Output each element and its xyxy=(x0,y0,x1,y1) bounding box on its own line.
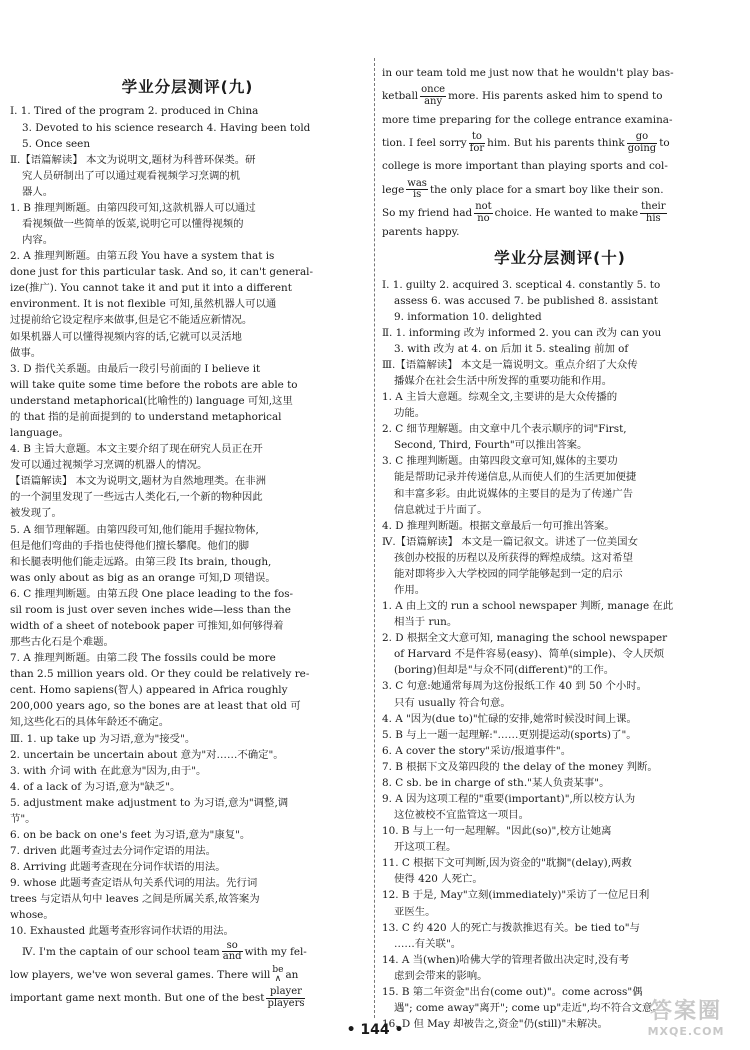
correction-fraction: $\frac{\text{not}}{no}$ xyxy=(475,201,492,224)
answer-line: 但是他们弯曲的手指也使得他们擅长攀爬。他们的脚 xyxy=(10,539,249,552)
answer-line: 的 that 指的是前面提到的 to understand metaphorical xyxy=(10,410,282,423)
answer-line: 使得 420 人死亡。 xyxy=(394,873,483,886)
answer-line: 发可以通过视频学习烹调的机器人的情况。 xyxy=(10,459,208,472)
answer-line: 8. C sb. be in charge of sth."某人负责某事"。 xyxy=(382,776,610,789)
answer-line: 3. C 句意:她通常每周为这份报纸工作 40 到 50 个小时。 xyxy=(382,680,648,693)
answer-line: 3. C 推理判断题。由第四段文章可知,媒体的主要功 xyxy=(382,455,618,468)
answer-line: environment. It is not flexible 可知,虽然机器人可以通 xyxy=(10,298,277,311)
text: more time preparing for the college entrance examina- xyxy=(382,113,673,126)
answer-line: 被发现了。 xyxy=(10,507,62,520)
section-title-10: 学业分层测评(十) xyxy=(494,249,626,268)
answer-line: 节"。 xyxy=(10,812,36,825)
answer-line: 虑到会带来的影响。 xyxy=(394,969,488,982)
text: tion. I feel sorry xyxy=(382,137,467,150)
answer-line: 7. driven 此题考查过去分词作定语的用法。 xyxy=(10,845,217,858)
answer-line: 1. A 主旨大意题。综观全文,主要讲的是大众传播的 xyxy=(382,391,618,404)
answer-line: 5. adjustment make adjustment to 为习语,意为"调整,调 xyxy=(10,796,289,809)
answer-line: 12. B 于是, May"立刻(immediately)"采访了一位尼日利 xyxy=(382,889,650,902)
answer-line: 3. with 介词 with 在此意为"因为,由于"。 xyxy=(10,764,207,777)
answer-line: 知,这些化石的具体年龄还不确定。 xyxy=(10,716,170,729)
correction-fraction: $\frac{\text{was}}{is}$ xyxy=(407,177,427,201)
answer-line: Second, Third, Fourth"可以推出答案。 xyxy=(394,439,588,452)
answer-line: ……有关联"。 xyxy=(394,937,462,950)
answer-line: 究人员研制出了可以通过观看视频学习烹调的机 xyxy=(22,169,241,182)
answer-line: 3. with 改为 at 4. on 后加 it 5. stealing 前加 of xyxy=(394,342,629,355)
answer-line: 6. on be back on one's feet 为习语,意为"康复"。 xyxy=(10,828,251,841)
text: So my friend had xyxy=(382,207,473,220)
correction-fraction: $\frac{\text{their}}{\text{his}}$ xyxy=(641,201,666,224)
answer-line: 功能。 xyxy=(394,407,426,420)
answer-line: 4. A "因为(due to)"忙碌的安排,她常时候没时间上课。 xyxy=(382,712,637,725)
text: ketball xyxy=(382,90,419,103)
answer-line: 亚医生。 xyxy=(394,905,436,918)
answer-line: 8. Arriving 此题考查现在分词作状语的用法。 xyxy=(10,861,226,874)
text: parents happy. xyxy=(382,225,460,238)
answer-line: Ⅳ.【语篇解读】 本文是一篇记叙文。讲述了一位美国女 xyxy=(382,535,638,548)
correction-fraction: $\frac{so}{\text{and}}$ xyxy=(222,939,242,963)
insert-mark: be ∧ xyxy=(272,964,284,984)
answer-line: 4. D 推理判断题。根据文章最后一句可推出答案。 xyxy=(382,519,615,532)
watermark-logo: 答案圈 MXQE.COM xyxy=(647,999,725,1038)
answer-line: (boring)但却是"与众不同(different)"的工作。 xyxy=(394,664,615,677)
section-title-9: 学业分层测评(九) xyxy=(121,78,254,96)
answer-line: 如果机器人可以懂得视频内容的话,它就可以灵活地 xyxy=(10,330,242,343)
text: to xyxy=(659,137,670,150)
answer-line: was only about as big as an orange 可知,D 项错误。 xyxy=(10,571,276,584)
answer-line: 9. whose 此题考查定语从句关系代词的用法。先行词 xyxy=(10,877,258,890)
answer-line: 作用。 xyxy=(394,583,426,596)
column-divider xyxy=(374,58,375,1018)
answer-line: ize(推广). You cannot take it and put it into a different xyxy=(10,282,292,295)
answer-line: 9. information 10. delighted xyxy=(394,310,542,323)
answer-line: 开这项工程。 xyxy=(394,841,457,854)
answer-line: 的一个洞里发现了一些远古人类化石,一个新的物种因此 xyxy=(10,491,263,504)
text: college is more important than playing sports and col- xyxy=(382,160,668,173)
text: choice. He wanted to make xyxy=(494,207,639,220)
answer-line: 和长腿表明他们能走远路。由第三段 Its brain, though, xyxy=(10,555,272,568)
correction-fraction: $\frac{to}{\text{for}}$ xyxy=(469,131,485,154)
answer-line: 能对即将步入大学校园的同学能够起到一定的启示 xyxy=(394,567,623,580)
answer-line: 1. B 推理判断题。由第四段可知,这款机器人可以通过 xyxy=(10,201,256,214)
text: lege xyxy=(382,183,405,196)
answer-line: 5. Once seen xyxy=(22,137,91,150)
answer-line: whose。 xyxy=(10,909,54,922)
correction-fraction: $\frac{\text{player}}{\text{players}}$ xyxy=(267,986,305,1009)
answer-line: 孩创办校报的历程以及所获得的辉煌成绩。这对希望 xyxy=(394,551,633,564)
answer-line: 只有 usually 符合句意。 xyxy=(394,696,511,709)
text: low players, we've won several games. There will xyxy=(10,968,271,981)
answer-line: Ⅰ. 1. guilty 2. acquired 3. sceptical 4. constantly 5. to xyxy=(382,278,661,291)
answer-line: 16. D 但 May 却被告之,资金"仍(still)"未解决。 xyxy=(382,1018,608,1031)
answer-line: 2. C 细节理解题。由文章中几个表示顺序的词"First, xyxy=(382,423,627,436)
right-answers xyxy=(382,278,738,1033)
answer-line: of Harvard 不是件容易(easy)、简单(simple)、令人厌烦 xyxy=(394,648,665,661)
answer-line: Ⅱ. 1. informing 改为 informed 2. you can 改为 can you xyxy=(382,326,662,339)
answer-line: 1. A 由上文的 run a school newspaper 判断, manage 在此 xyxy=(382,600,674,613)
answer-line: 10. B 与上一句一起理解。"因此(so)",校方让她离 xyxy=(382,825,612,838)
answer-line: Ⅲ. 1. up take up 为习语,意为"接受"。 xyxy=(10,732,196,745)
answer-line: 信息就过于片面了。 xyxy=(394,503,488,516)
answer-line: than 2.5 million years old. Or they could be relatively re- xyxy=(10,668,310,681)
answer-line: 3. D 指代关系题。由最后一段引号前面的 I believe it xyxy=(10,362,261,375)
answer-line: width of a sheet of notebook paper 可推知,如何够得着 xyxy=(10,619,284,632)
answer-line: 11. C 根据下文可判断,因为资金的"耽搁"(delay),两救 xyxy=(382,857,632,870)
answer-line: 2. uncertain be uncertain about 意为"对……不确定"。 xyxy=(10,748,284,761)
text: more. His parents asked him to spend to xyxy=(448,90,663,103)
text: with my fel- xyxy=(244,945,307,958)
correction-fraction: $\frac{go}{\text{going}}$ xyxy=(627,131,657,154)
answer-line: done just for this particular task. And so, it can't general- xyxy=(10,266,314,279)
answer-line: 4. of a lack of 为习语,意为"缺乏"。 xyxy=(10,780,181,793)
answer-line: 这位被校不宜监管这一项目。 xyxy=(394,809,530,822)
answer-line: will take quite some time before the robots are able to xyxy=(10,378,298,391)
text: him. But his parents think xyxy=(487,137,625,150)
answer-line: 5. A 细节理解题。由第四段可知,他们能用手握拉物体, xyxy=(10,523,259,536)
answer-line: 【语篇解读】 本文为说明文,题材为自然地理类。在非洲 xyxy=(10,475,266,488)
answer-line: understand metaphorical(比喻性的) language 可知,这里 xyxy=(10,394,293,407)
answer-line: Ⅱ.【语篇解读】 本文为说明文,题材为科普环保类。研 xyxy=(10,153,256,166)
answer-line: 相当于 run。 xyxy=(394,616,458,629)
passage-continued xyxy=(382,62,738,239)
answer-line: 9. A 因为这项工程的"重要(important)",所以校方认为 xyxy=(382,793,636,805)
left-answers xyxy=(10,104,365,939)
answer-line: 10. Exhausted 此题考查形容词作状语的用法。 xyxy=(10,925,234,938)
answer-line: 7. A 推理判断题。由第二段 The fossils could be more xyxy=(10,652,276,665)
answer-line: 能是帮助记录并传递信息,从而使人们的生活更加便捷 xyxy=(394,471,637,484)
answer-line: trees 与定语从句中 leaves 之间是所属关系,故答案为 xyxy=(10,893,260,906)
answer-line: 2. A 推理判断题。由第五段 You have a system that is xyxy=(10,250,275,263)
answer-line: 器人。 xyxy=(22,185,54,198)
answer-line: 播媒介在社会生活中所发挥的重要功能和作用。 xyxy=(394,374,613,387)
page-number: • 144 • xyxy=(346,1022,404,1038)
answer-line: sil room is just over seven inches wide—less than the xyxy=(10,603,291,616)
text: in our team told me just now that he wouldn't play bas- xyxy=(382,67,674,79)
answer-line: 4. B 主旨大意题。本文主要介绍了现在研究人员正在开 xyxy=(10,443,263,456)
text: Ⅳ. I'm the captain of our school team xyxy=(22,945,220,958)
answer-line: 7. B 根据下文及第四段的 the delay of the money 判断。 xyxy=(382,760,658,773)
answer-line: 看视频做一些简单的饭菜,说明它可以懂得视频的 xyxy=(22,218,244,231)
text: important game next month. But one of the best xyxy=(10,992,265,1005)
answer-line: Ⅲ.【语篇解读】 本文是一篇说明文。重点介绍了大众传 xyxy=(382,358,638,371)
answer-line: 13. C 约 420 人的死亡与拨款推迟有关。be tied to"与 xyxy=(382,921,640,934)
answer-line: Ⅰ. 1. Tired of the program 2. produced in China xyxy=(10,105,259,118)
answer-line: 做事。 xyxy=(10,346,42,359)
answer-line: 遇"; come away"离开"; come up"走近",均不符合文意。 xyxy=(394,1002,663,1015)
answer-line: 6. A cover the story"采访/报道事件"。 xyxy=(382,744,572,757)
answer-line: assess 6. was accused 7. be published 8. assistant xyxy=(394,294,658,307)
text: the only place for a smart boy like their son. xyxy=(429,183,664,196)
answer-line: language。 xyxy=(10,427,69,440)
answer-line: 15. B 第二年资金"出台(come out)"。come across"偶 xyxy=(382,985,643,998)
answer-line: 5. B 与上一题一起理解:"……更别提运动(sports)了"。 xyxy=(382,728,637,741)
answer-line: 14. A 当(when)哈佛大学的管理者做出决定时,没有考 xyxy=(382,953,630,966)
answer-line: 6. C 推理判断题。由第五段 One place leading to the fos- xyxy=(10,587,294,600)
answer-line: 过提前给它设定程序来做事,但是它不能适应新情况。 xyxy=(10,314,253,327)
right-column xyxy=(382,62,738,1033)
answer-line: 那些古化石是个难题。 xyxy=(10,636,114,649)
passage-iv xyxy=(10,941,365,1010)
answer-line: 和丰富多彩。由此说媒体的主要目的是为了传递广告 xyxy=(394,487,633,500)
answer-line: 2. D 根据全文大意可知, managing the school newspaper xyxy=(382,632,668,645)
answer-line: cent. Homo sapiens(智人) appeared in Africa roughly xyxy=(10,684,288,697)
answer-line: 3. Devoted to his science research 4. Having been told xyxy=(22,121,311,134)
text: an xyxy=(285,968,299,981)
answer-line: 内容。 xyxy=(22,234,54,247)
answer-line: 200,000 years ago, so the bones are at least that old 可 xyxy=(10,700,301,713)
left-column xyxy=(10,62,365,1011)
correction-fraction: $\frac{\text{once}}{\text{any}}$ xyxy=(421,84,446,107)
